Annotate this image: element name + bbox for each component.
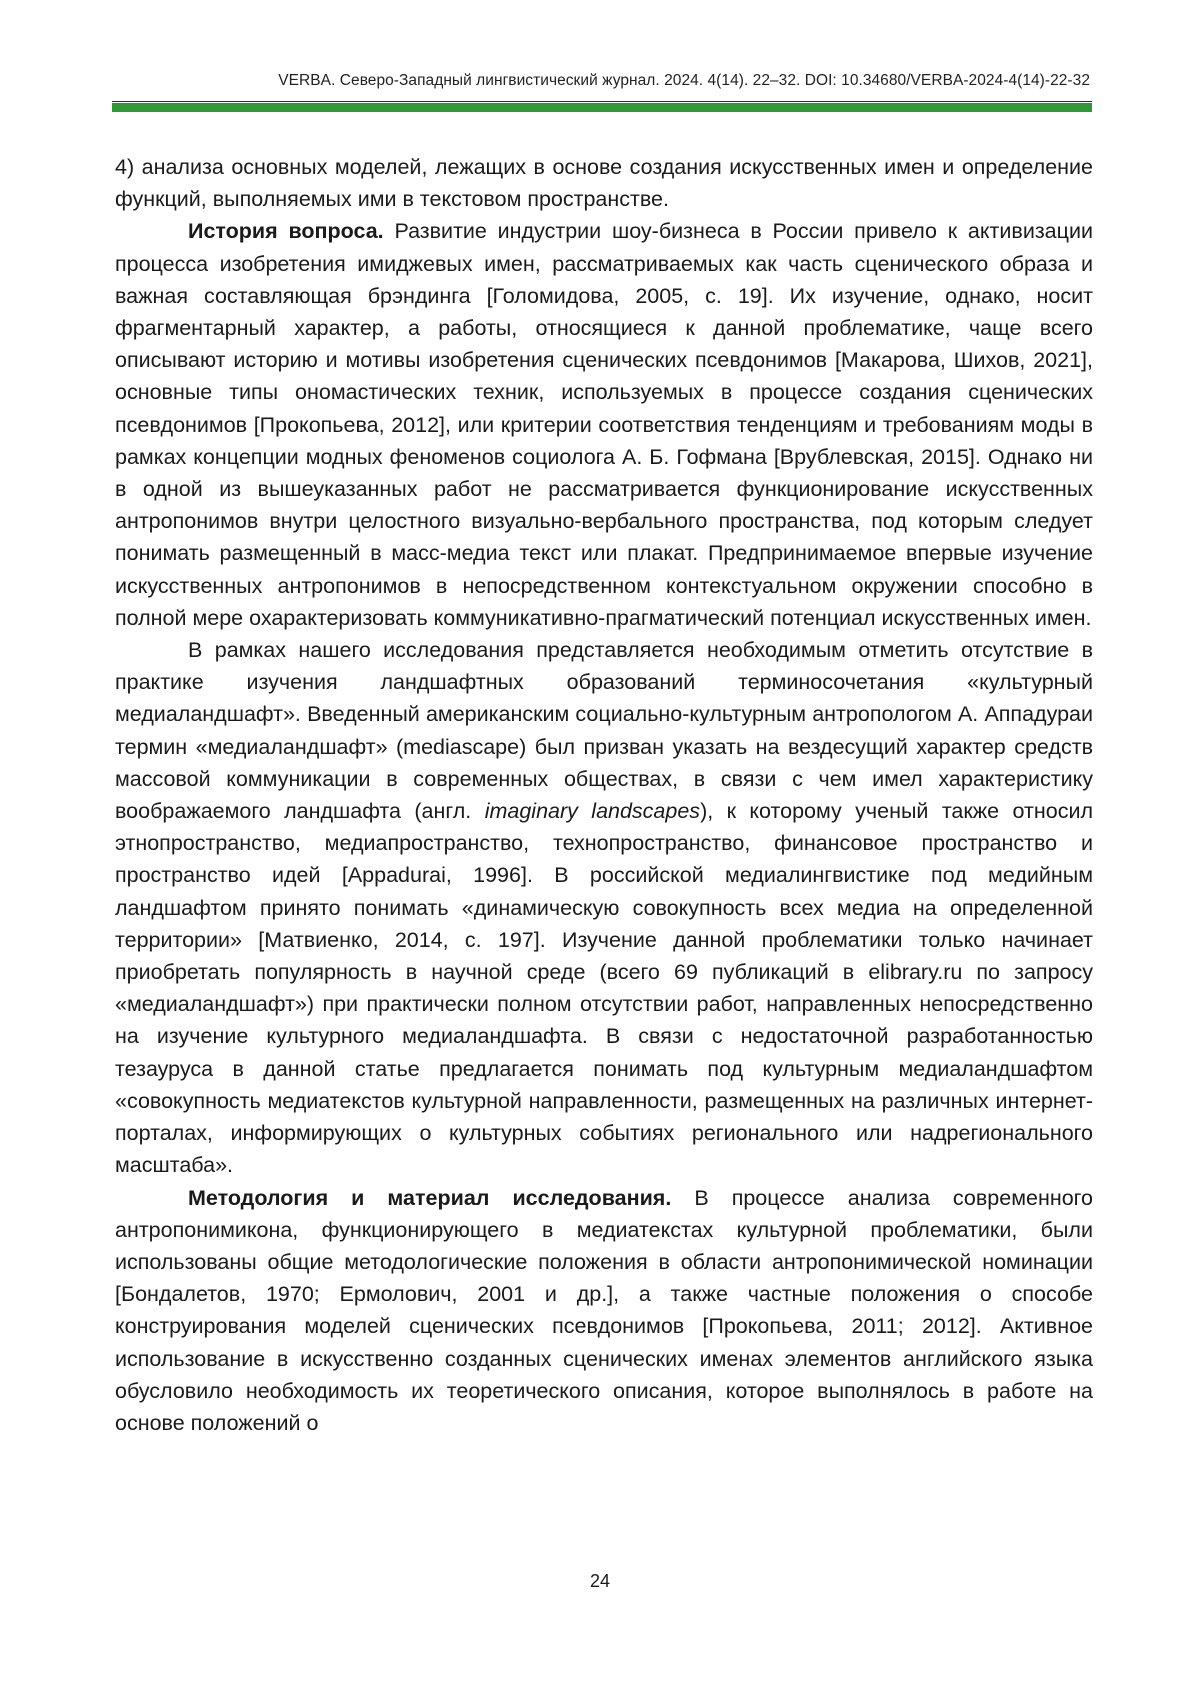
paragraph-methodology-text: В процессе анализа современного антропонимикона, функционирующего в медиатекстах культурной проблематики, были использованы общие методологические положения в области антропонимической номинации [Бондалетов, 1970; Ермолович, 2001 и др.], а также частные положения о способе конструирования моделей сценических псевдонимов [Прокопьева, 2011; 2012]. Активное использование в искусственно созданных сценических именах элементов английского языка обусловило необходимость их теоретического описания, которое выполнялось в работе на основе положений о	[115, 1185, 1093, 1435]
paragraph-history	[115, 215, 1093, 634]
italic-term: imaginary landscapes	[484, 799, 701, 824]
section-heading-methodology: Методология и материал исследования.	[188, 1185, 672, 1210]
paragraph-mediascape-text-a: В рамках нашего исследования представляется необходимым отметить отсутствие в практике изучения ландшафтных образований терминосочетания «культурный медиаландшафт». Введенный американским социально-культурным антропологом А. Аппадураи термин «медиаландшафт» (mediascape) был призван указать на вездесущий характер средств массовой коммуникации в современных обществах, в связи с чем имел характеристику воображаемого ландшафта (англ.	[115, 638, 1093, 824]
paragraph-list-item-4: 4) анализа основных моделей, лежащих в основе создания искусственных имен и определение функций, выполняемых ими в текстовом пространстве.	[115, 155, 1093, 212]
paragraph-mediascape-text-b: ), к которому ученый также относил этнопространство, медиапространство, технопространство, финансовое пространство и пространство идей [Appadurai, 1996]. В российской медиалингвистике под медийным ландшафтом принято понимать «динамическую совокупность всех медиа на определенной территории» [Матвиенко, 2014, с. 197]. Изучение данной проблематики только начинает приобретать популярность в научной среде (всего 69 публикаций в elibrary.ru по запросу «медиаландшафт») при практически полном отсутствии работ, направленных непосредственно на изучение культурного медиаландшафта. В связи с недостаточной разработанностью тезауруса в данной статье предлагается понимать под культурным медиаландшафтом «совокупность медиатекстов культурной направленности, размещенных на различных интернет-порталах, информирующих о культурных событиях регионального или надрегионального масштаба».	[115, 799, 1093, 1178]
header-green-bar	[112, 103, 1092, 112]
paragraph-methodology	[115, 1182, 1093, 1440]
article-body	[115, 151, 1093, 1439]
paragraph-mediascape	[115, 634, 1093, 1181]
header-rule	[112, 101, 1092, 102]
page-number: 24	[589, 1571, 611, 1591]
section-heading-history: История вопроса.	[188, 219, 384, 244]
paragraph-history-text: Развитие индустрии шоу-бизнеса в России привело к активизации процесса изобретения имиджевых имен, рассматриваемых как часть сценического образа и важная составляющая брэндинга [Голомидова, 2005, с. 19]. Их изучение, однако, носит фрагментарный характер, а работы, относящиеся к данной проблематике, чаще всего описывают историю и мотивы изобретения сценических псевдонимов [Макарова, Шихов, 2021], основные типы ономастических техник, используемых в процессе создания сценических псевдонимов [Прокопьева, 2012], или критерии соответствия тенденциям и требованиям моды в рамках концепции модных феноменов социолога А. Б. Гофмана [Врублевская, 2015]. Однако ни в одной из вышеуказанных работ не рассматривается функционирование искусственных антропонимов внутри целостного визуально-вербального пространства, под которым следует понимать размещенный в масс-медиа текст или плакат. Предпринимаемое впервые изучение искусственных антропонимов в непосредственном контекстуальном окружении способно в полной мере охарактеризовать коммуникативно-прагматический потенциал искусственных имен.	[115, 219, 1093, 630]
running-header: VERBA. Северо-Западный лингвистический журнал. 2024. 4(14). 22–32. DOI: 10.34680/VERBA-2024-4(14)-22-32	[278, 72, 1090, 89]
